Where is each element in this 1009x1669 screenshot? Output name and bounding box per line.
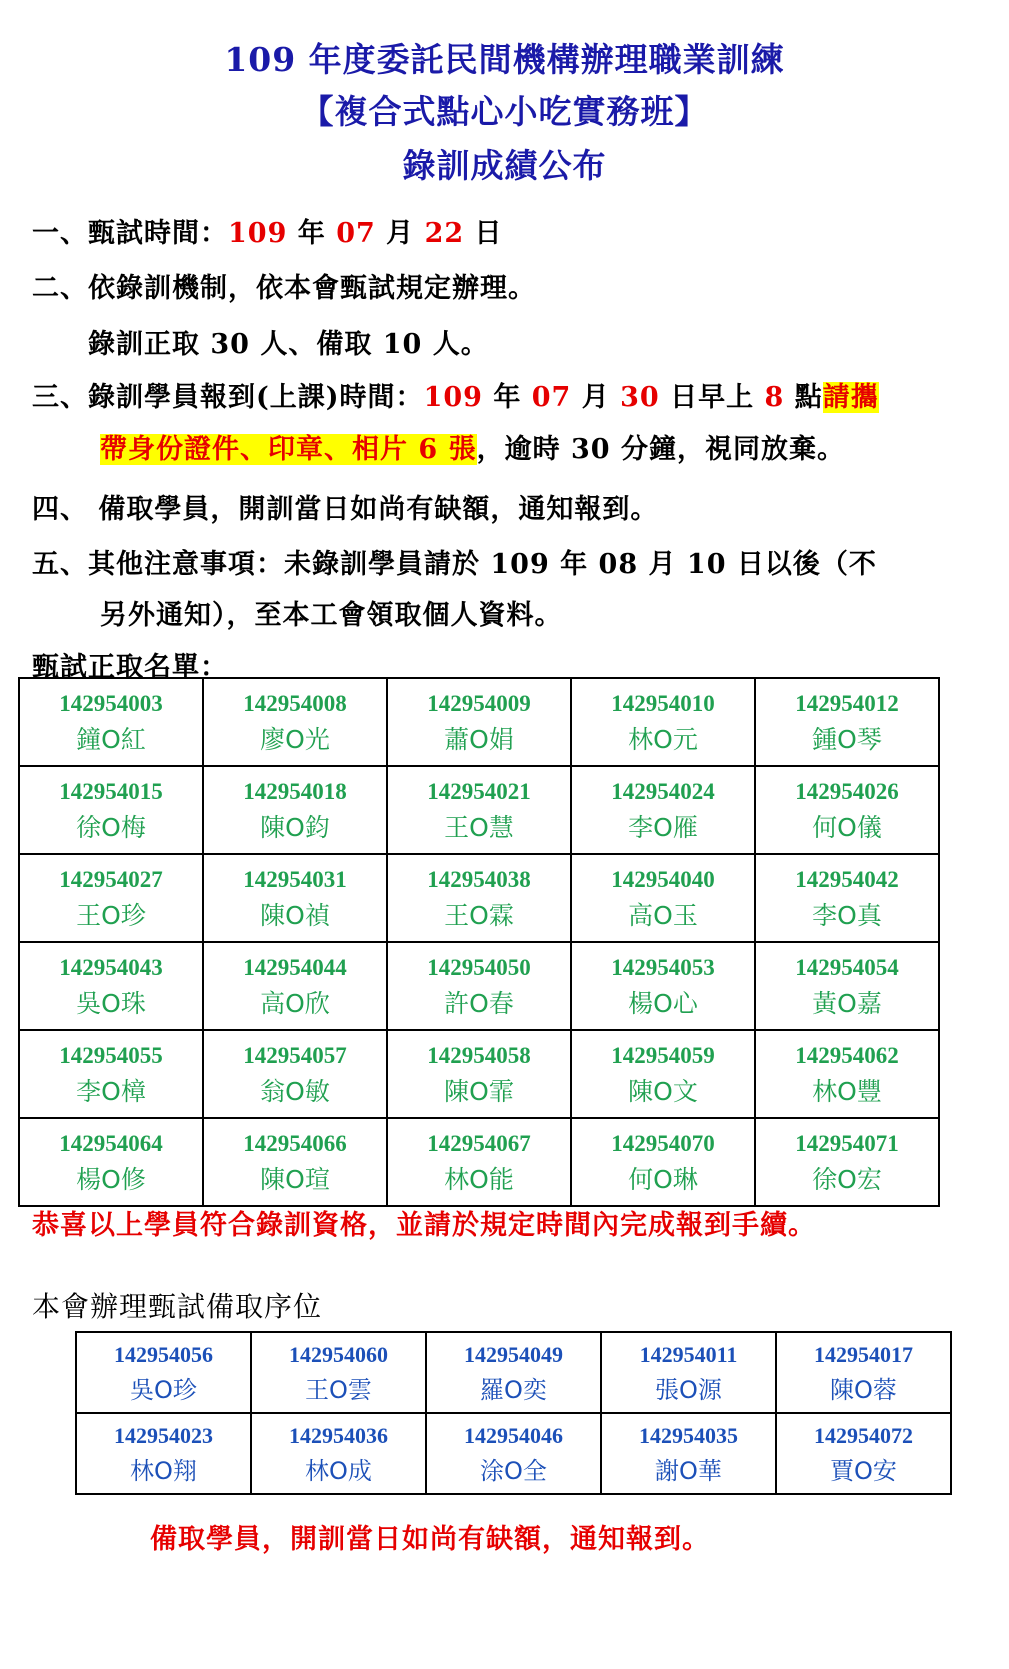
waitlist-note: 備取學員，開訓當日如尚有缺額，通知報到。	[150, 1524, 710, 1555]
table-row	[76, 1332, 951, 1413]
student-cell	[387, 1030, 571, 1118]
table-row	[19, 1030, 939, 1118]
student-name: 鐘O紅	[76, 725, 146, 754]
student-name: 陳O蓉	[830, 1376, 897, 1404]
student-id: 142954053	[611, 955, 715, 980]
student-id: 142954056	[114, 1342, 213, 1367]
exam-day-unit: 日	[464, 218, 503, 249]
student-cell	[387, 678, 571, 766]
table-row	[19, 766, 939, 854]
student-cell	[571, 1118, 755, 1206]
report-year-unit: 年	[482, 382, 532, 413]
student-id: 142954043	[59, 955, 163, 980]
student-id: 142954003	[59, 691, 163, 716]
student-cell	[755, 1118, 939, 1206]
student-name: 翁O敏	[260, 1077, 330, 1106]
student-cell	[755, 766, 939, 854]
admitted-table	[18, 677, 940, 1207]
student-id: 142954012	[795, 691, 899, 716]
student-cell	[203, 854, 387, 942]
student-id: 142954060	[289, 1342, 388, 1367]
student-cell	[19, 766, 203, 854]
item-waitlist: 四、 備取學員，開訓當日如尚有缺額，通知報到。	[32, 494, 659, 525]
student-name: 張O源	[655, 1376, 722, 1404]
student-name: 何O琳	[628, 1165, 698, 1194]
student-name: 涂O全	[480, 1457, 547, 1485]
student-name: 謝O華	[655, 1457, 722, 1485]
student-cell	[19, 942, 203, 1030]
student-name: 李O真	[812, 901, 882, 930]
student-id: 142954027	[59, 867, 163, 892]
item-exam-time	[32, 211, 503, 250]
report-hour-unit: 點	[784, 382, 823, 413]
report-month: 07	[531, 382, 572, 413]
student-id: 142954067	[427, 1131, 531, 1156]
student-name: 王O慧	[444, 813, 514, 842]
student-id: 142954064	[59, 1131, 163, 1156]
student-cell	[19, 854, 203, 942]
exam-month: 07	[336, 218, 376, 249]
table-row	[76, 1413, 951, 1494]
student-id: 142954024	[611, 779, 715, 804]
student-name: 王O珍	[76, 901, 146, 930]
student-cell	[387, 942, 571, 1030]
student-cell	[755, 1030, 939, 1118]
table-row	[19, 1118, 939, 1206]
student-id: 142954050	[427, 955, 531, 980]
report-hour: 8	[764, 382, 785, 413]
student-cell	[571, 678, 755, 766]
student-cell	[251, 1413, 426, 1494]
student-id: 142954054	[795, 955, 899, 980]
student-name: 何O儀	[812, 813, 882, 842]
student-cell	[387, 766, 571, 854]
student-id: 142954042	[795, 867, 899, 892]
student-id: 142954036	[289, 1423, 388, 1448]
student-name: 羅O奕	[480, 1376, 547, 1404]
student-name: 楊O修	[76, 1165, 146, 1194]
student-cell	[776, 1413, 951, 1494]
student-name: 陳O瑄	[260, 1165, 330, 1194]
admitted-list-heading: 甄試正取名單：	[32, 652, 228, 683]
report-morning: 日早上	[659, 382, 765, 413]
waitlist-table	[75, 1331, 952, 1495]
table-row	[19, 678, 939, 766]
student-cell	[19, 678, 203, 766]
student-cell	[571, 942, 755, 1030]
title-line-1: 109 年度委託民間機構辦理職業訓練	[224, 40, 785, 79]
item-other-notes: 五、其他注意事項：未錄訓學員請於 109 年 08 月 10 日以後（不	[32, 549, 877, 580]
student-cell	[387, 854, 571, 942]
student-id: 142954018	[243, 779, 347, 804]
bring-notice-highlight: 帶身份證件、印章、相片 6 張	[100, 434, 477, 465]
student-name: 徐O梅	[76, 813, 146, 842]
item-quota: 錄訓正取 30 人、備取 10 人。	[88, 329, 489, 360]
student-name: 吳O珍	[130, 1376, 197, 1404]
congrats-note: 恭喜以上學員符合錄訓資格，並請於規定時間內完成報到手續。	[32, 1210, 816, 1241]
student-name: 林O翔	[130, 1457, 197, 1485]
student-id: 142954058	[427, 1043, 531, 1068]
exam-month-unit: 月	[375, 218, 425, 249]
student-id: 142954040	[611, 867, 715, 892]
student-cell	[571, 1030, 755, 1118]
student-id: 142954055	[59, 1043, 163, 1068]
student-name: 鍾O琴	[812, 725, 882, 754]
student-cell	[203, 1118, 387, 1206]
title-line-3: 錄訓成績公布	[402, 146, 607, 185]
student-id: 142954023	[114, 1423, 213, 1448]
report-month-unit: 月	[571, 382, 621, 413]
report-day: 30	[620, 382, 660, 413]
student-name: 李O雁	[628, 813, 698, 842]
student-name: 黃O嘉	[812, 989, 882, 1018]
student-id: 142954072	[814, 1423, 913, 1448]
student-id: 142954066	[243, 1131, 347, 1156]
student-id: 142954062	[795, 1043, 899, 1068]
student-name: 陳O文	[628, 1077, 698, 1106]
exam-day: 22	[424, 218, 465, 249]
table-row	[19, 854, 939, 942]
student-id: 142954031	[243, 867, 347, 892]
student-id: 142954008	[243, 691, 347, 716]
student-id: 142954035	[639, 1423, 738, 1448]
student-name: 林O元	[628, 725, 698, 754]
student-name: 吳O珠	[76, 989, 146, 1018]
student-id: 142954070	[611, 1131, 715, 1156]
waitlist-heading: 本會辦理甄試備取序位	[32, 1290, 323, 1323]
student-name: 王O霖	[444, 901, 514, 930]
item-report-requirements	[100, 427, 845, 466]
student-cell	[387, 1118, 571, 1206]
student-name: 李O樟	[76, 1077, 146, 1106]
report-time-label: 三、錄訓學員報到(上課)時間：	[32, 382, 424, 413]
table-row	[19, 942, 939, 1030]
student-cell	[601, 1332, 776, 1413]
student-name: 楊O心	[628, 989, 698, 1018]
student-name: 陳O霏	[444, 1077, 514, 1106]
student-name: 賈O安	[830, 1457, 897, 1485]
student-cell	[776, 1332, 951, 1413]
student-id: 142954011	[639, 1342, 738, 1367]
exam-time-label: 一、甄試時間：	[32, 218, 228, 249]
student-cell	[571, 766, 755, 854]
student-id: 142954009	[427, 691, 531, 716]
report-year: 109	[423, 382, 483, 413]
student-name: 林O能	[444, 1165, 514, 1194]
student-name: 廖O光	[260, 725, 330, 754]
student-cell	[76, 1332, 251, 1413]
student-name: 許O春	[444, 989, 514, 1018]
student-id: 142954071	[795, 1131, 899, 1156]
student-name: 陳O鈞	[260, 813, 330, 842]
student-cell	[571, 854, 755, 942]
student-name: 王O雲	[305, 1376, 372, 1404]
student-name: 林O成	[305, 1457, 372, 1485]
item-other-notes-cont: 另外通知），至本工會領取個人資料。	[100, 600, 563, 631]
bring-notice-start: 請攜	[822, 382, 879, 413]
student-cell	[19, 1030, 203, 1118]
item-mechanism: 二、依錄訓機制，依本會甄試規定辦理。	[32, 273, 536, 304]
student-id: 142954044	[243, 955, 347, 980]
student-cell	[203, 942, 387, 1030]
student-id: 142954010	[611, 691, 715, 716]
student-name: 高O欣	[260, 989, 330, 1018]
student-cell	[251, 1332, 426, 1413]
item-report-time	[32, 375, 879, 414]
student-id: 142954049	[464, 1342, 563, 1367]
student-id: 142954059	[611, 1043, 715, 1068]
student-name: 蕭O娟	[444, 725, 514, 754]
student-cell	[755, 678, 939, 766]
student-cell	[755, 942, 939, 1030]
late-policy: ，逾時 30 分鐘，視同放棄。	[476, 434, 845, 465]
student-cell	[203, 1030, 387, 1118]
student-cell	[203, 678, 387, 766]
student-id: 142954046	[464, 1423, 563, 1448]
student-id: 142954038	[427, 867, 531, 892]
student-id: 142954057	[243, 1043, 347, 1068]
student-id: 142954021	[427, 779, 531, 804]
student-id: 142954015	[59, 779, 163, 804]
student-cell	[203, 766, 387, 854]
student-cell	[426, 1332, 601, 1413]
title-line-2: 【複合式點心小吃實務班】	[300, 92, 709, 131]
student-name: 高O玉	[628, 901, 698, 930]
student-id: 142954026	[795, 779, 899, 804]
exam-year-unit: 年	[287, 218, 337, 249]
student-name: 陳O禎	[260, 901, 330, 930]
student-cell	[601, 1413, 776, 1494]
student-cell	[755, 854, 939, 942]
student-cell	[19, 1118, 203, 1206]
student-name: 徐O宏	[812, 1165, 882, 1194]
exam-year: 109	[228, 218, 288, 249]
student-name: 林O豐	[812, 1077, 882, 1106]
student-cell	[426, 1413, 601, 1494]
student-id: 142954017	[814, 1342, 913, 1367]
student-cell	[76, 1413, 251, 1494]
